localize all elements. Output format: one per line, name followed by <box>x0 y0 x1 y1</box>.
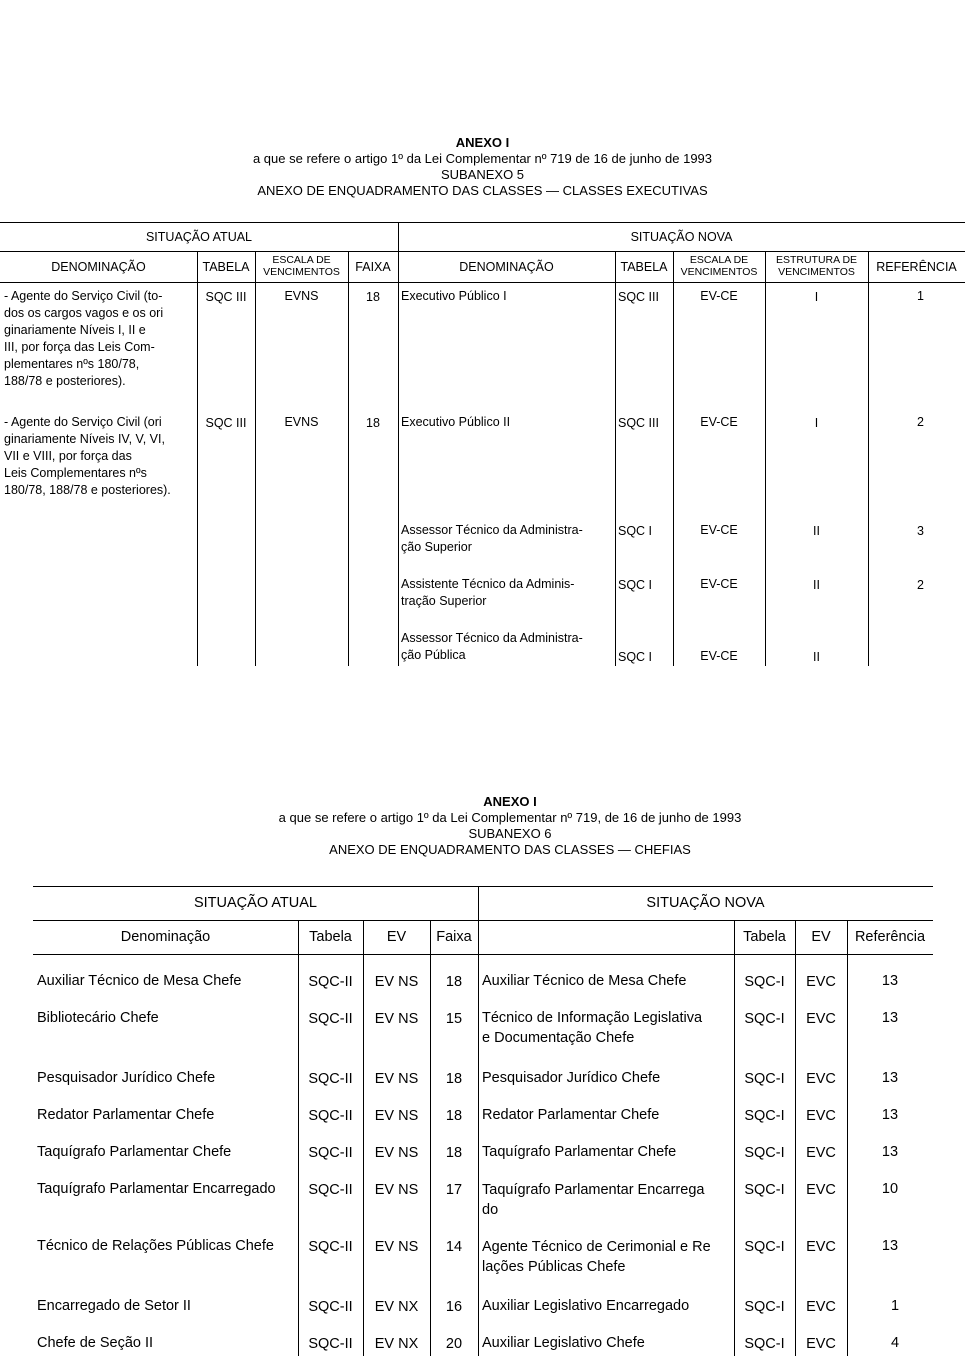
table2-ev: EV NS <box>374 1108 419 1124</box>
table2-faixa: 16 <box>445 1299 463 1315</box>
table1-group-new: SITUAÇÃO NOVA <box>630 230 733 244</box>
table1-referencia: 2 <box>917 415 924 429</box>
table2-ev: EV NX <box>374 1336 419 1352</box>
table2-old-denominacao: Chefe de Seção II <box>37 1335 154 1351</box>
table1-divider <box>398 222 399 666</box>
table1-col-rule <box>255 251 256 666</box>
table2-new-ev: EVC <box>806 1108 836 1124</box>
table2-faixa: 15 <box>445 1011 463 1027</box>
table1-old-faixa: 18 <box>366 290 380 304</box>
table1-text-line: plementares nºs 180/78, <box>4 357 140 371</box>
table2-old-denominacao: Auxiliar Técnico de Mesa Chefe <box>37 973 242 989</box>
table2-new-ev: EVC <box>806 1071 836 1087</box>
table2-ev: EV NS <box>374 974 419 990</box>
table2-tabela: SQC-II <box>308 1071 353 1087</box>
table2-old-denominacao: Pesquisador Jurídico Chefe <box>37 1070 216 1086</box>
table1-estrutura: I <box>814 290 819 304</box>
table2-new-ev: EVC <box>806 1011 836 1027</box>
annex6-subtitle: a que se refere o artigo 1º da Lei Complementar nº 719, de 16 de junho de 1993 <box>278 810 742 825</box>
table2-new-tabela: SQC-I <box>744 1336 785 1352</box>
table1-col-tabela: TABELA <box>202 260 250 274</box>
annex6-title: ANEXO I <box>483 794 537 809</box>
table2-new-denominacao: Taquígrafo Parlamentar Chefe <box>482 1144 677 1160</box>
table1-referencia: 2 <box>917 578 924 592</box>
table2-text-line: Taquígrafo Parlamentar Encarrega <box>482 1182 705 1198</box>
table1-col-escala-line: VENCIMENTOS <box>263 266 340 278</box>
table1-text-line: ginariamente Níveis IV, V, VI, <box>4 432 165 446</box>
table2-new-tabela: SQC-I <box>744 1071 785 1087</box>
table1-col-rule <box>868 251 869 666</box>
table1-text-line: dos os cargos vagos e os ori <box>4 306 164 320</box>
table2-new-denominacao: Auxiliar Legislativo Encarregado <box>482 1298 690 1314</box>
table1-col-denominacao-nova: DENOMINAÇÃO <box>459 260 554 274</box>
table2-new-ev: EVC <box>806 1182 836 1198</box>
table2-ev: EV NS <box>374 1182 419 1198</box>
table1-text-line: - Agente do Serviço Civil (to- <box>4 289 163 303</box>
table1-old-denominacao <box>4 414 171 499</box>
table1-old-escala: EVNS <box>284 289 319 303</box>
table2-group-new: SITUAÇÃO NOVA <box>646 895 765 911</box>
table2-tabela: SQC-II <box>308 1336 353 1352</box>
table1-referencia: 3 <box>917 524 924 538</box>
table1-new-denominacao <box>401 522 583 556</box>
table2-new-tabela: SQC-I <box>744 1182 785 1198</box>
table1-col-rule <box>615 251 616 666</box>
table1-text-line: Assistente Técnico da Adminis- <box>401 577 575 591</box>
annex5-caption: ANEXO DE ENQUADRAMENTO DAS CLASSES — CLASSES EXECUTIVAS <box>257 183 708 198</box>
table1-mid-rule <box>0 251 965 252</box>
table2-new-denominacao: Auxiliar Legislativo Chefe <box>482 1335 645 1351</box>
table1-new-tabela: SQC I <box>618 578 653 592</box>
table2-faixa: 18 <box>445 1071 463 1087</box>
table2-faixa: 18 <box>445 1108 463 1124</box>
table2-col-tabela-nova: Tabela <box>743 929 786 945</box>
table1-col-escala <box>255 254 348 278</box>
annex6-header <box>0 794 965 858</box>
table1-text-line: ção Pública <box>401 648 466 662</box>
table1-old-denominacao <box>4 288 163 390</box>
table2-referencia: 13 <box>881 1144 899 1160</box>
table1-col-rule <box>348 251 349 666</box>
table2-col-ev: EV <box>386 929 407 945</box>
table1-header-rule <box>0 282 965 283</box>
table1-new-escala: EV-CE <box>700 415 738 429</box>
table2-referencia: 13 <box>881 1070 899 1086</box>
table1-group-current: SITUAÇÃO ATUAL <box>145 230 253 244</box>
table2-faixa: 18 <box>445 1145 463 1161</box>
table2-referencia: 13 <box>881 1238 899 1254</box>
table2-new-denominacao <box>482 1008 702 1048</box>
table2-tabela: SQC-II <box>308 1108 353 1124</box>
table2-faixa: 14 <box>445 1239 463 1255</box>
table1-text-line: 180/78, 188/78 e posteriores). <box>4 483 171 497</box>
table2-top-rule <box>33 886 933 887</box>
table1-new-denominacao: Executivo Público II <box>401 415 511 429</box>
table1-col-referencia: REFERÊNCIA <box>876 260 957 274</box>
table2-old-denominacao: Taquígrafo Parlamentar Chefe <box>37 1144 232 1160</box>
table2-new-ev: EVC <box>806 1145 836 1161</box>
table2-old-denominacao: Técnico de Relações Públicas Chefe <box>37 1238 274 1254</box>
table1-text-line: Assessor Técnico da Administra- <box>401 631 583 645</box>
table2-tabela: SQC-II <box>308 1299 353 1315</box>
table1-estrutura: II <box>813 578 820 592</box>
table1-text-line: - Agente do Serviço Civil (ori <box>4 415 162 429</box>
table1-text-line: III, por força das Leis Com- <box>4 340 155 354</box>
table2-col-faixa: Faixa <box>436 929 472 945</box>
table2-old-denominacao: Bibliotecário Chefe <box>37 1010 159 1026</box>
table2-new-tabela: SQC-I <box>744 974 785 990</box>
table2-ev: EV NS <box>374 1071 419 1087</box>
table1-old-tabela: SQC III <box>205 416 247 430</box>
table1-col-estrutura-line: VENCIMENTOS <box>778 266 855 278</box>
table2-new-ev: EVC <box>806 1239 836 1255</box>
annex5-title: ANEXO I <box>455 135 510 150</box>
table2-tabela: SQC-II <box>308 1182 353 1198</box>
table1-new-escala: EV-CE <box>700 523 738 537</box>
table1-new-escala: EV-CE <box>700 577 738 591</box>
table1-estrutura: II <box>813 524 820 538</box>
table2-col-ev-nova: EV <box>811 929 831 945</box>
table2-new-ev: EVC <box>806 1336 836 1352</box>
table1-top-rule <box>0 222 965 223</box>
annex5-subannex: SUBANEXO 5 <box>440 167 525 182</box>
table2-text-line: e Documentação Chefe <box>482 1030 635 1046</box>
table2-referencia: 4 <box>890 1335 900 1351</box>
table2-old-denominacao: Encarregado de Setor II <box>37 1298 191 1314</box>
table2-referencia: 1 <box>890 1298 900 1314</box>
table1-new-denominacao <box>401 630 583 664</box>
table2-ev: EV NX <box>374 1299 419 1315</box>
table2-col-denominacao: Denominação <box>120 929 211 945</box>
table2-new-tabela: SQC-I <box>744 1011 785 1027</box>
table2-new-denominacao: Auxiliar Técnico de Mesa Chefe <box>482 973 687 989</box>
table2-new-denominacao <box>482 1180 704 1220</box>
table2-divider <box>478 886 479 1356</box>
table1-col-escala-line: ESCALA DE <box>272 254 331 266</box>
table1-new-escala: EV-CE <box>700 289 738 303</box>
table2-header-rule <box>33 954 933 955</box>
table1-old-escala: EVNS <box>284 415 319 429</box>
table2-ev: EV NS <box>374 1145 419 1161</box>
table1-new-tabela: SQC III <box>618 416 659 430</box>
table1-old-tabela: SQC III <box>205 290 247 304</box>
table1-col-rule <box>673 251 674 666</box>
annex6-subannex: SUBANEXO 6 <box>468 826 552 841</box>
table1-new-tabela: SQC I <box>618 650 653 664</box>
table2-tabela: SQC-II <box>308 1145 353 1161</box>
annex6-caption: ANEXO DE ENQUADRAMENTO DAS CLASSES — CHEFIAS <box>329 842 691 857</box>
table1-text-line: tração Superior <box>401 594 487 608</box>
table2-ev: EV NS <box>374 1239 419 1255</box>
table1-col-faixa: FAIXA <box>355 260 391 274</box>
table1-new-tabela: SQC I <box>618 524 653 538</box>
table2-ev: EV NS <box>374 1011 419 1027</box>
table1-col-denominacao: DENOMINAÇÃO <box>51 260 146 274</box>
table1-col-rule <box>765 251 766 666</box>
table2-text-line: lações Públicas Chefe <box>482 1259 626 1275</box>
table1-referencia: 1 <box>917 289 924 303</box>
table1-text-line: 188/78 e posteriores). <box>4 374 126 388</box>
table2-new-denominacao: Redator Parlamentar Chefe <box>482 1107 660 1123</box>
table2-new-denominacao: Pesquisador Jurídico Chefe <box>482 1070 661 1086</box>
table2-new-tabela: SQC-I <box>744 1145 785 1161</box>
table2-faixa: 17 <box>445 1182 463 1198</box>
table1-text-line: Assessor Técnico da Administra- <box>401 523 583 537</box>
table2-text-line: Agente Técnico de Cerimonial e Re <box>482 1239 711 1255</box>
table1-col-estrutura-line: ESTRUTURA DE <box>775 254 858 266</box>
table2-col-referencia: Referência <box>854 929 926 945</box>
table2-referencia: 10 <box>881 1181 899 1197</box>
table1-col-escala-nova-line: VENCIMENTOS <box>680 266 758 278</box>
table2-old-denominacao: Redator Parlamentar Chefe <box>37 1107 215 1123</box>
table1-col-estrutura <box>765 254 868 278</box>
table1-col-escala-nova-line: ESCALA DE <box>689 254 749 266</box>
table1-estrutura: I <box>814 416 819 430</box>
table2-old-denominacao: Taquígrafo Parlamentar Encarregado <box>37 1181 276 1197</box>
table1-old-faixa: 18 <box>366 416 380 430</box>
table2-new-ev: EVC <box>806 974 836 990</box>
table1-estrutura: II <box>813 650 820 664</box>
table2-text-line: Técnico de Informação Legislativa <box>482 1010 703 1026</box>
table1-new-tabela: SQC III <box>618 290 659 304</box>
table1-new-denominacao: Executivo Público I <box>401 289 507 303</box>
table2-new-tabela: SQC-I <box>744 1299 785 1315</box>
table2-new-tabela: SQC-I <box>744 1108 785 1124</box>
table2-col-tabela: Tabela <box>309 929 352 945</box>
table1-text-line: VII e VIII, por força das <box>4 449 132 463</box>
table1-text-line: Leis Complementares nºs <box>4 466 147 480</box>
table2-group-current: SITUAÇÃO ATUAL <box>193 895 317 911</box>
table1-col-tabela-nova: TABELA <box>620 260 668 274</box>
table2-new-ev: EVC <box>806 1299 836 1315</box>
table2-referencia: 13 <box>881 973 899 989</box>
table2-new-tabela: SQC-I <box>744 1239 785 1255</box>
table1-text-line: ginariamente Níveis I, II e <box>4 323 146 337</box>
table2-new-denominacao <box>482 1237 711 1277</box>
table2-referencia: 13 <box>881 1107 899 1123</box>
annex5-header <box>0 135 965 199</box>
table2-faixa: 20 <box>445 1336 463 1352</box>
table2-faixa: 18 <box>445 974 463 990</box>
table1-text-line: ção Superior <box>401 540 472 554</box>
annex5-subtitle: a que se refere o artigo 1º da Lei Complementar nº 719 de 16 de junho de 1993 <box>252 151 713 166</box>
table2-mid-rule <box>33 920 933 921</box>
table2-referencia: 13 <box>881 1010 899 1026</box>
table1-new-denominacao <box>401 576 574 610</box>
table2-tabela: SQC-II <box>308 974 353 990</box>
table1-new-escala: EV-CE <box>700 649 738 663</box>
table2-tabela: SQC-II <box>308 1011 353 1027</box>
table1-col-escala-nova <box>673 254 765 278</box>
table2-text-line: do <box>482 1202 499 1218</box>
table1-col-rule <box>197 251 198 666</box>
table2-tabela: SQC-II <box>308 1239 353 1255</box>
